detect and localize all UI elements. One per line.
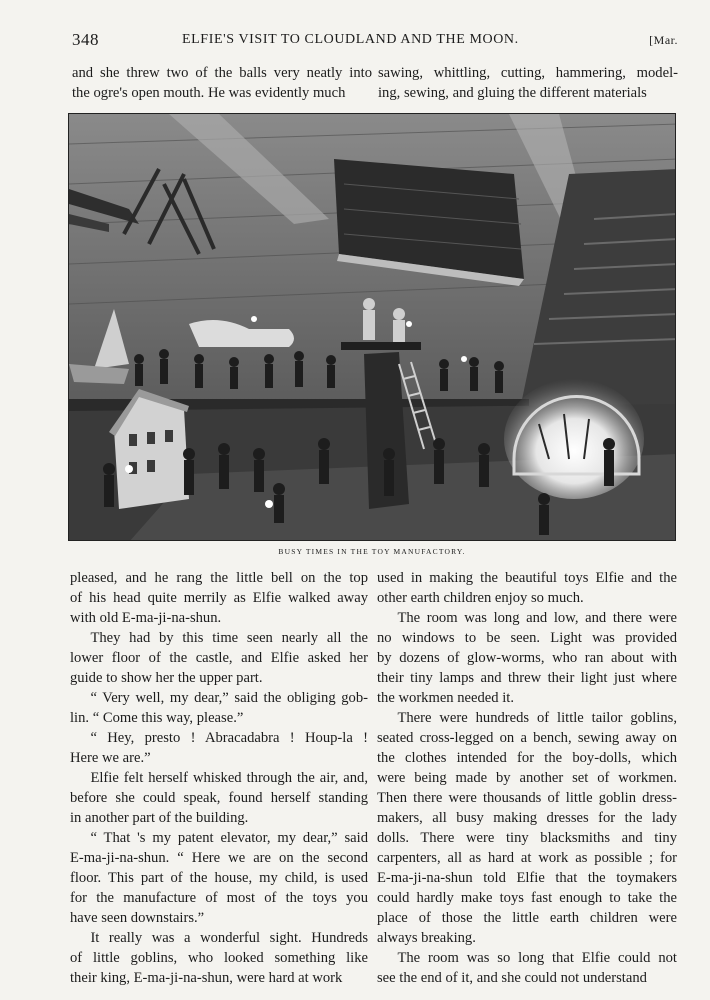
text-line: have seen downstairs.” <box>70 910 205 926</box>
text-line: of his head quite merrily as Elfie walked away <box>70 590 368 606</box>
running-header <box>72 30 678 52</box>
text-line: The room was so long that Elfie could not <box>397 950 677 966</box>
left-text-column <box>70 568 368 988</box>
text-line: used in making the beautiful toys Elfie and the <box>377 570 677 586</box>
text-line: Here we are.” <box>70 750 151 766</box>
text-line: “ Very well, my dear,” said the obliging gob- <box>90 690 368 706</box>
text-line: for the manufacture of most of the toys you <box>70 890 368 906</box>
text-line: pleased, and he rang the little bell on the top <box>70 570 368 586</box>
text-line: carpenters, all as hard at work as possible ; for <box>377 850 677 866</box>
paragraph <box>70 628 368 688</box>
text-line: Elfie felt herself whisked through the air, and, <box>90 770 368 786</box>
text-line: “ Hey, presto ! Abracadabra ! Houp-la ! <box>90 730 368 746</box>
paragraph <box>70 688 368 728</box>
top-left-column <box>72 63 372 103</box>
running-title: ELFIE'S VISIT TO CLOUDLAND AND THE MOON. <box>182 32 519 47</box>
paragraph <box>70 728 368 768</box>
text-line: seated cross-legged on a bench, sewing away on <box>377 730 677 746</box>
illustration-caption: BUSY TIMES IN THE TOY MANUFACTORY. <box>278 547 466 556</box>
text-line: before she could speak, found herself standing <box>70 790 368 806</box>
text-line: of little goblins, who looked something like <box>70 950 368 966</box>
engraving-drawing <box>69 114 676 541</box>
text-line: guide to show her the upper part. <box>70 670 263 686</box>
text-line: the clothes intended for the boy-dolls, which <box>377 750 677 766</box>
text-line: makers, all busy making dresses for the lady <box>377 810 677 826</box>
text-line: their king, E-ma-ji-na-shun, were hard at work <box>70 970 343 986</box>
text-line: could hardly make toys fast enough to take the <box>377 890 677 906</box>
text-line: see the end of it, and she could not understand <box>377 970 647 986</box>
paragraph <box>377 708 677 948</box>
text-line: They had by this time seen nearly all the <box>90 630 368 646</box>
paragraph <box>70 928 368 988</box>
paragraph <box>377 608 677 708</box>
text-line: with old E-ma-ji-na-shun. <box>70 610 222 626</box>
text-line: by dozens of glow-worms, who ran about with <box>377 650 677 666</box>
text-line: other earth children enjoy so much. <box>377 590 584 606</box>
text-line: E-ma-ji-na-shun told Elfie that the toymakers <box>377 870 677 886</box>
toy-manufactory-illustration <box>68 113 676 541</box>
text-line: lower floor of the castle, and Elfie asked her <box>70 650 368 666</box>
issue-month: [Mar. <box>649 33 678 47</box>
paragraph <box>377 568 677 608</box>
text-line: “ That 's my patent elevator, my dear,” said <box>90 830 368 846</box>
text-line: floor. This part of the house, my child, is used <box>70 870 368 886</box>
text-line: were being made by another set of workmen. <box>377 770 677 786</box>
text-line: in another part of the building. <box>70 810 249 826</box>
paragraph <box>70 768 368 828</box>
paragraph <box>70 568 368 628</box>
text-line: and she threw two of the balls very neatly into <box>72 65 372 81</box>
text-line: dolls. There were tiny blacksmiths and tiny <box>377 830 677 846</box>
text-line: There were hundreds of little tailor goblins, <box>397 710 677 726</box>
text-line: E-ma-ji-na-shun. “ Here we are on the second <box>70 850 368 866</box>
paragraph <box>377 948 677 988</box>
text-line: lin. “ Come this way, please.” <box>70 710 244 726</box>
text-line: sawing, whittling, cutting, hammering, model- <box>378 65 678 81</box>
text-line: place of those the little earth children were <box>377 910 677 926</box>
text-line: Then there were thousands of little goblin dress- <box>377 790 677 806</box>
text-line: the ogre's open mouth. He was evidently much <box>72 85 346 101</box>
text-line: no windows to be seen. Light was provided <box>377 630 677 646</box>
page-number: 348 <box>72 30 99 49</box>
paragraph <box>70 828 368 928</box>
text-line: always breaking. <box>377 930 476 946</box>
text-line: their tiny lamps and threw their light just where <box>377 670 677 686</box>
text-line: the workmen needed it. <box>377 690 514 706</box>
text-line: ing, sewing, and gluing the different materials <box>378 85 647 101</box>
right-text-column <box>377 568 677 988</box>
text-line: It really was a wonderful sight. Hundreds <box>90 930 368 946</box>
text-line: The room was long and low, and there were <box>397 610 677 626</box>
top-right-column <box>378 63 678 103</box>
